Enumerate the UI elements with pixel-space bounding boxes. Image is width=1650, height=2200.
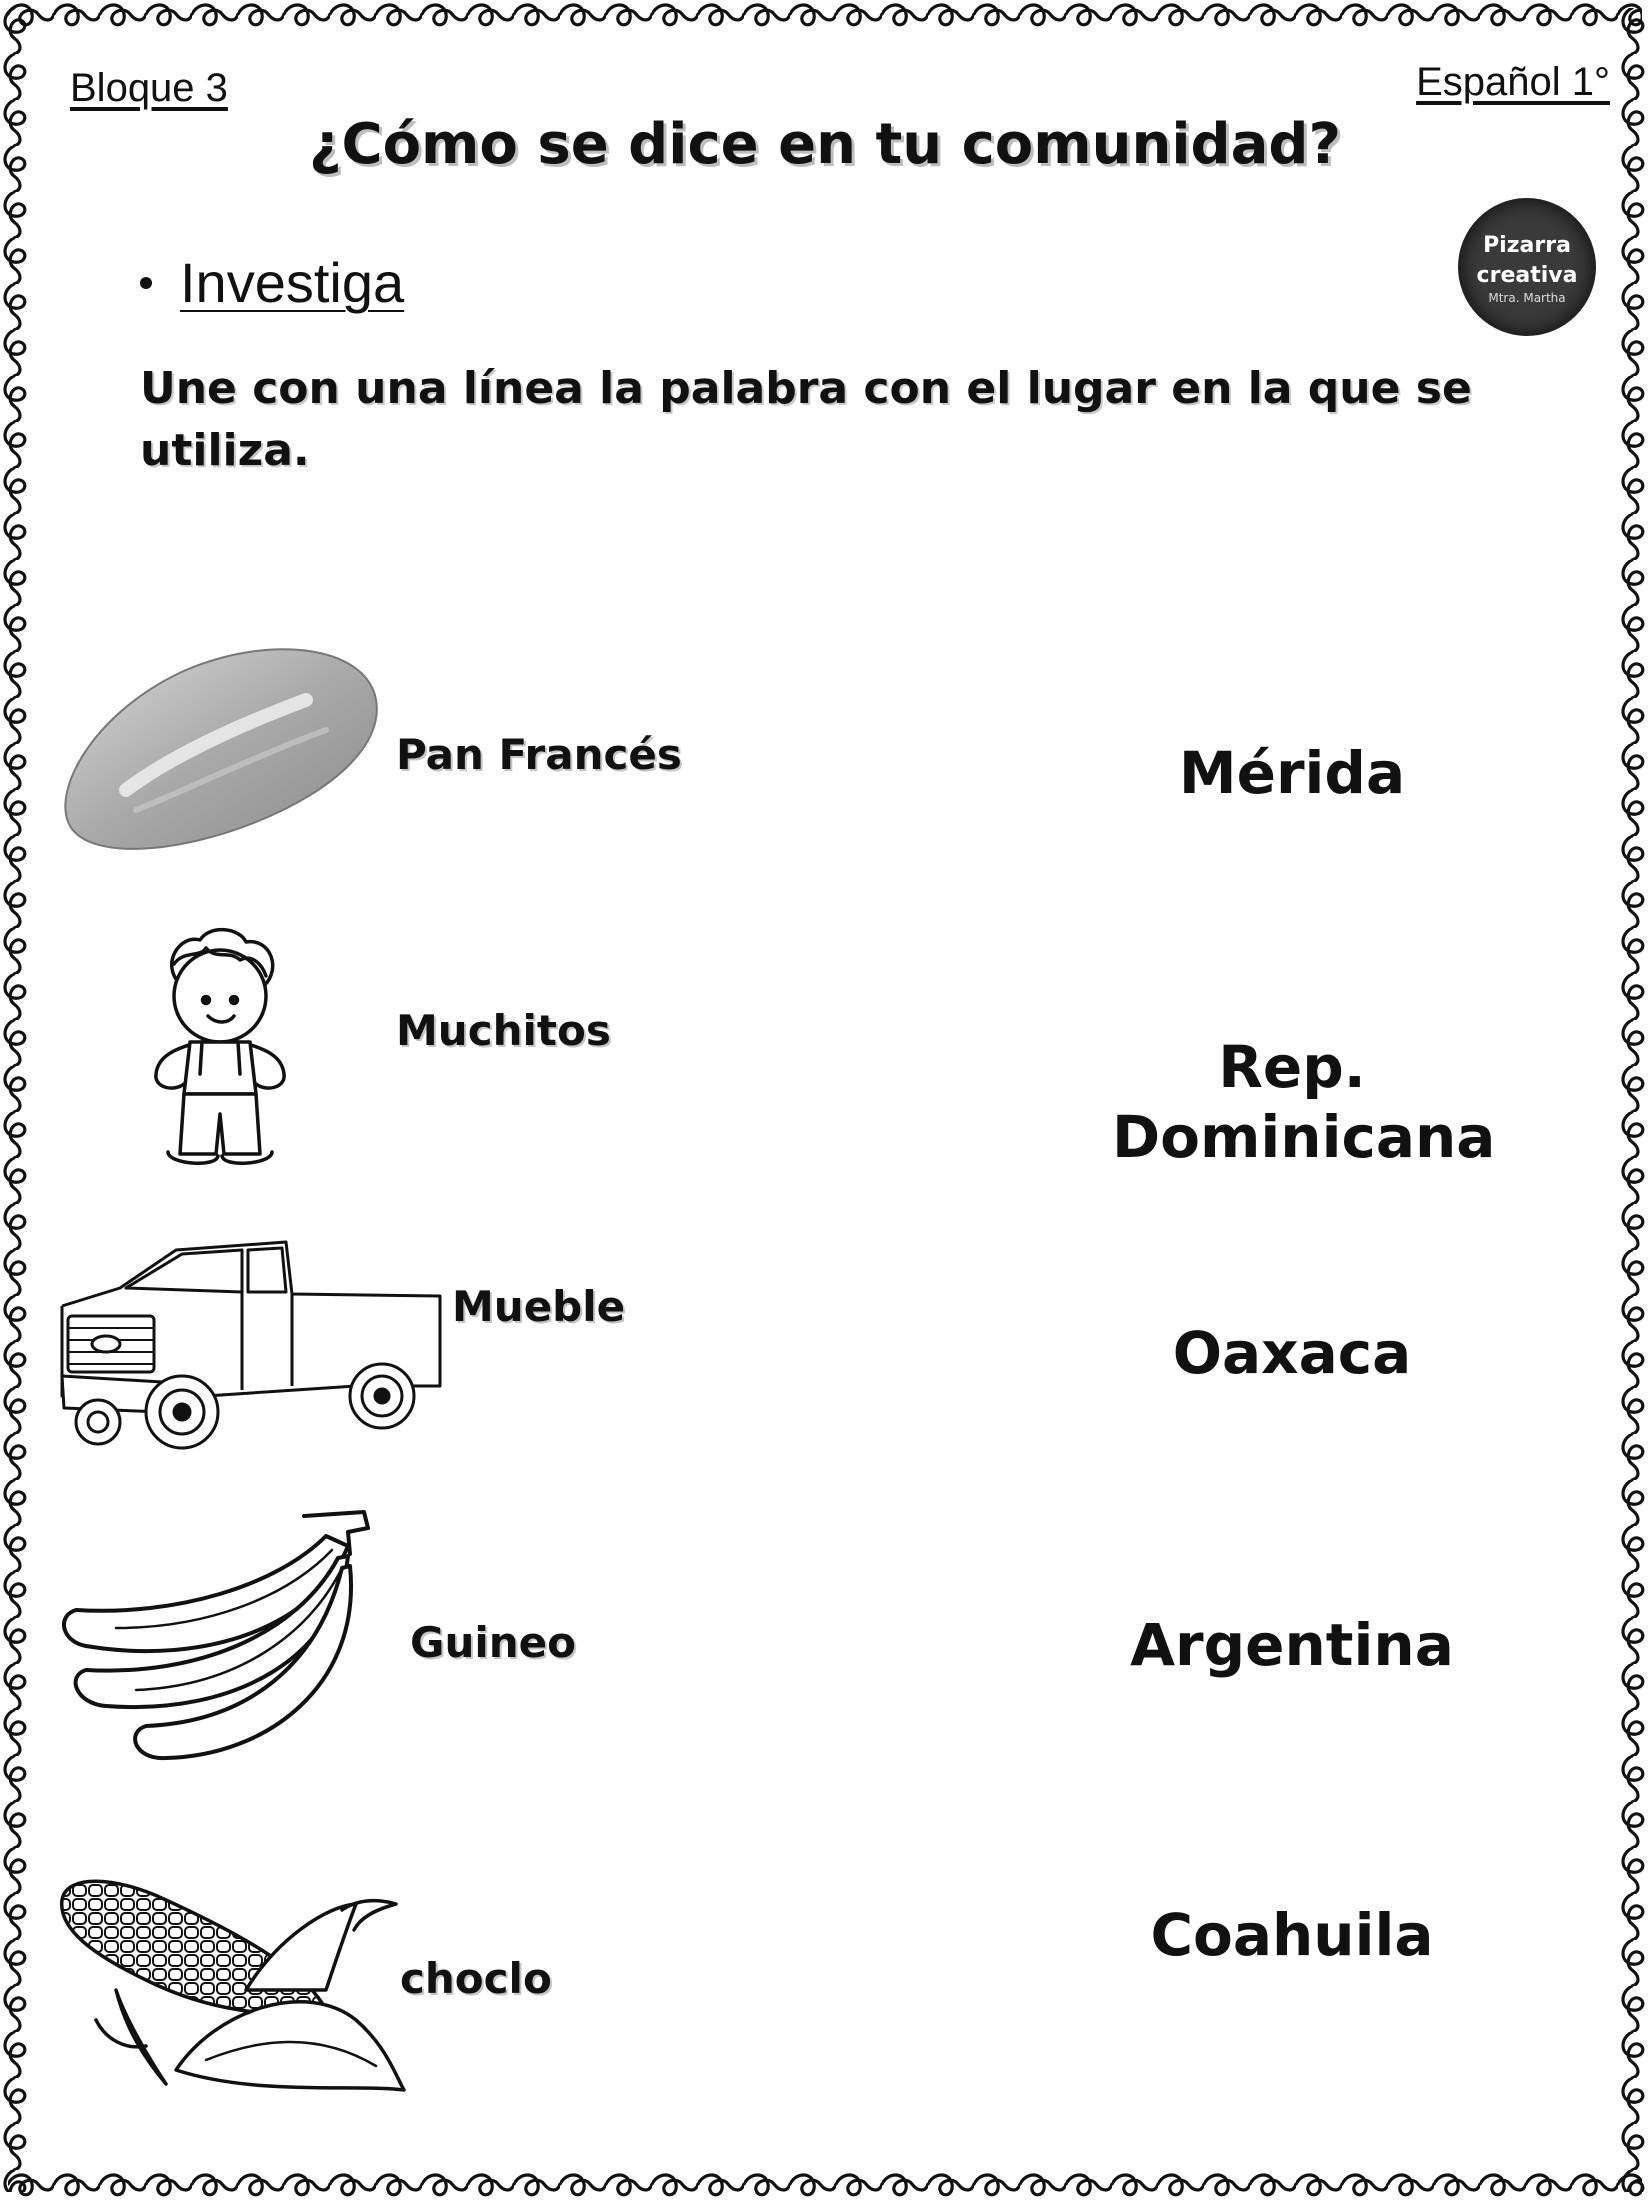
- bullet-item: [140, 250, 404, 316]
- bullet-text: Investiga: [180, 251, 405, 314]
- subject-label: Español 1°: [1416, 60, 1610, 104]
- place-argentina: Argentina: [1130, 1611, 1454, 1679]
- place-rep-dominicana-text: Rep. Dominicana: [1112, 1033, 1496, 1171]
- place-merida: Mérida: [1178, 739, 1406, 807]
- bullet-dot: [140, 277, 152, 289]
- logo-line-1: Pizarra: [1483, 233, 1571, 258]
- place-rep-dominicana: [1072, 1032, 1512, 1172]
- place-oaxaca: Oaxaca: [1172, 1319, 1412, 1387]
- page-title: ¿Cómo se dice en tu comunidad?: [308, 112, 1341, 177]
- word-muchitos: Muchitos: [396, 1006, 611, 1055]
- place-coahuila: Coahuila: [1150, 1901, 1434, 1969]
- word-mueble: Mueble: [452, 1282, 626, 1331]
- bloque-label: Bloque 3: [70, 66, 228, 110]
- instruction-text: Une con una línea la palabra con el lugar en la que se utiliza.: [140, 363, 1472, 476]
- pizarra-creativa-logo: [1458, 198, 1596, 336]
- bread-icon: [56, 640, 386, 860]
- corn-icon: [56, 1870, 416, 2110]
- pickup-truck-icon: [56, 1236, 446, 1456]
- word-pan-frances: Pan Francés: [396, 730, 682, 779]
- word-choclo: choclo: [400, 1954, 552, 2003]
- logo-line-3: Mtra. Martha: [1488, 291, 1566, 305]
- word-guineo: Guineo: [410, 1618, 577, 1667]
- child-icon: [140, 924, 300, 1174]
- banana-icon: [56, 1506, 376, 1776]
- logo-line-2: creativa: [1476, 263, 1578, 288]
